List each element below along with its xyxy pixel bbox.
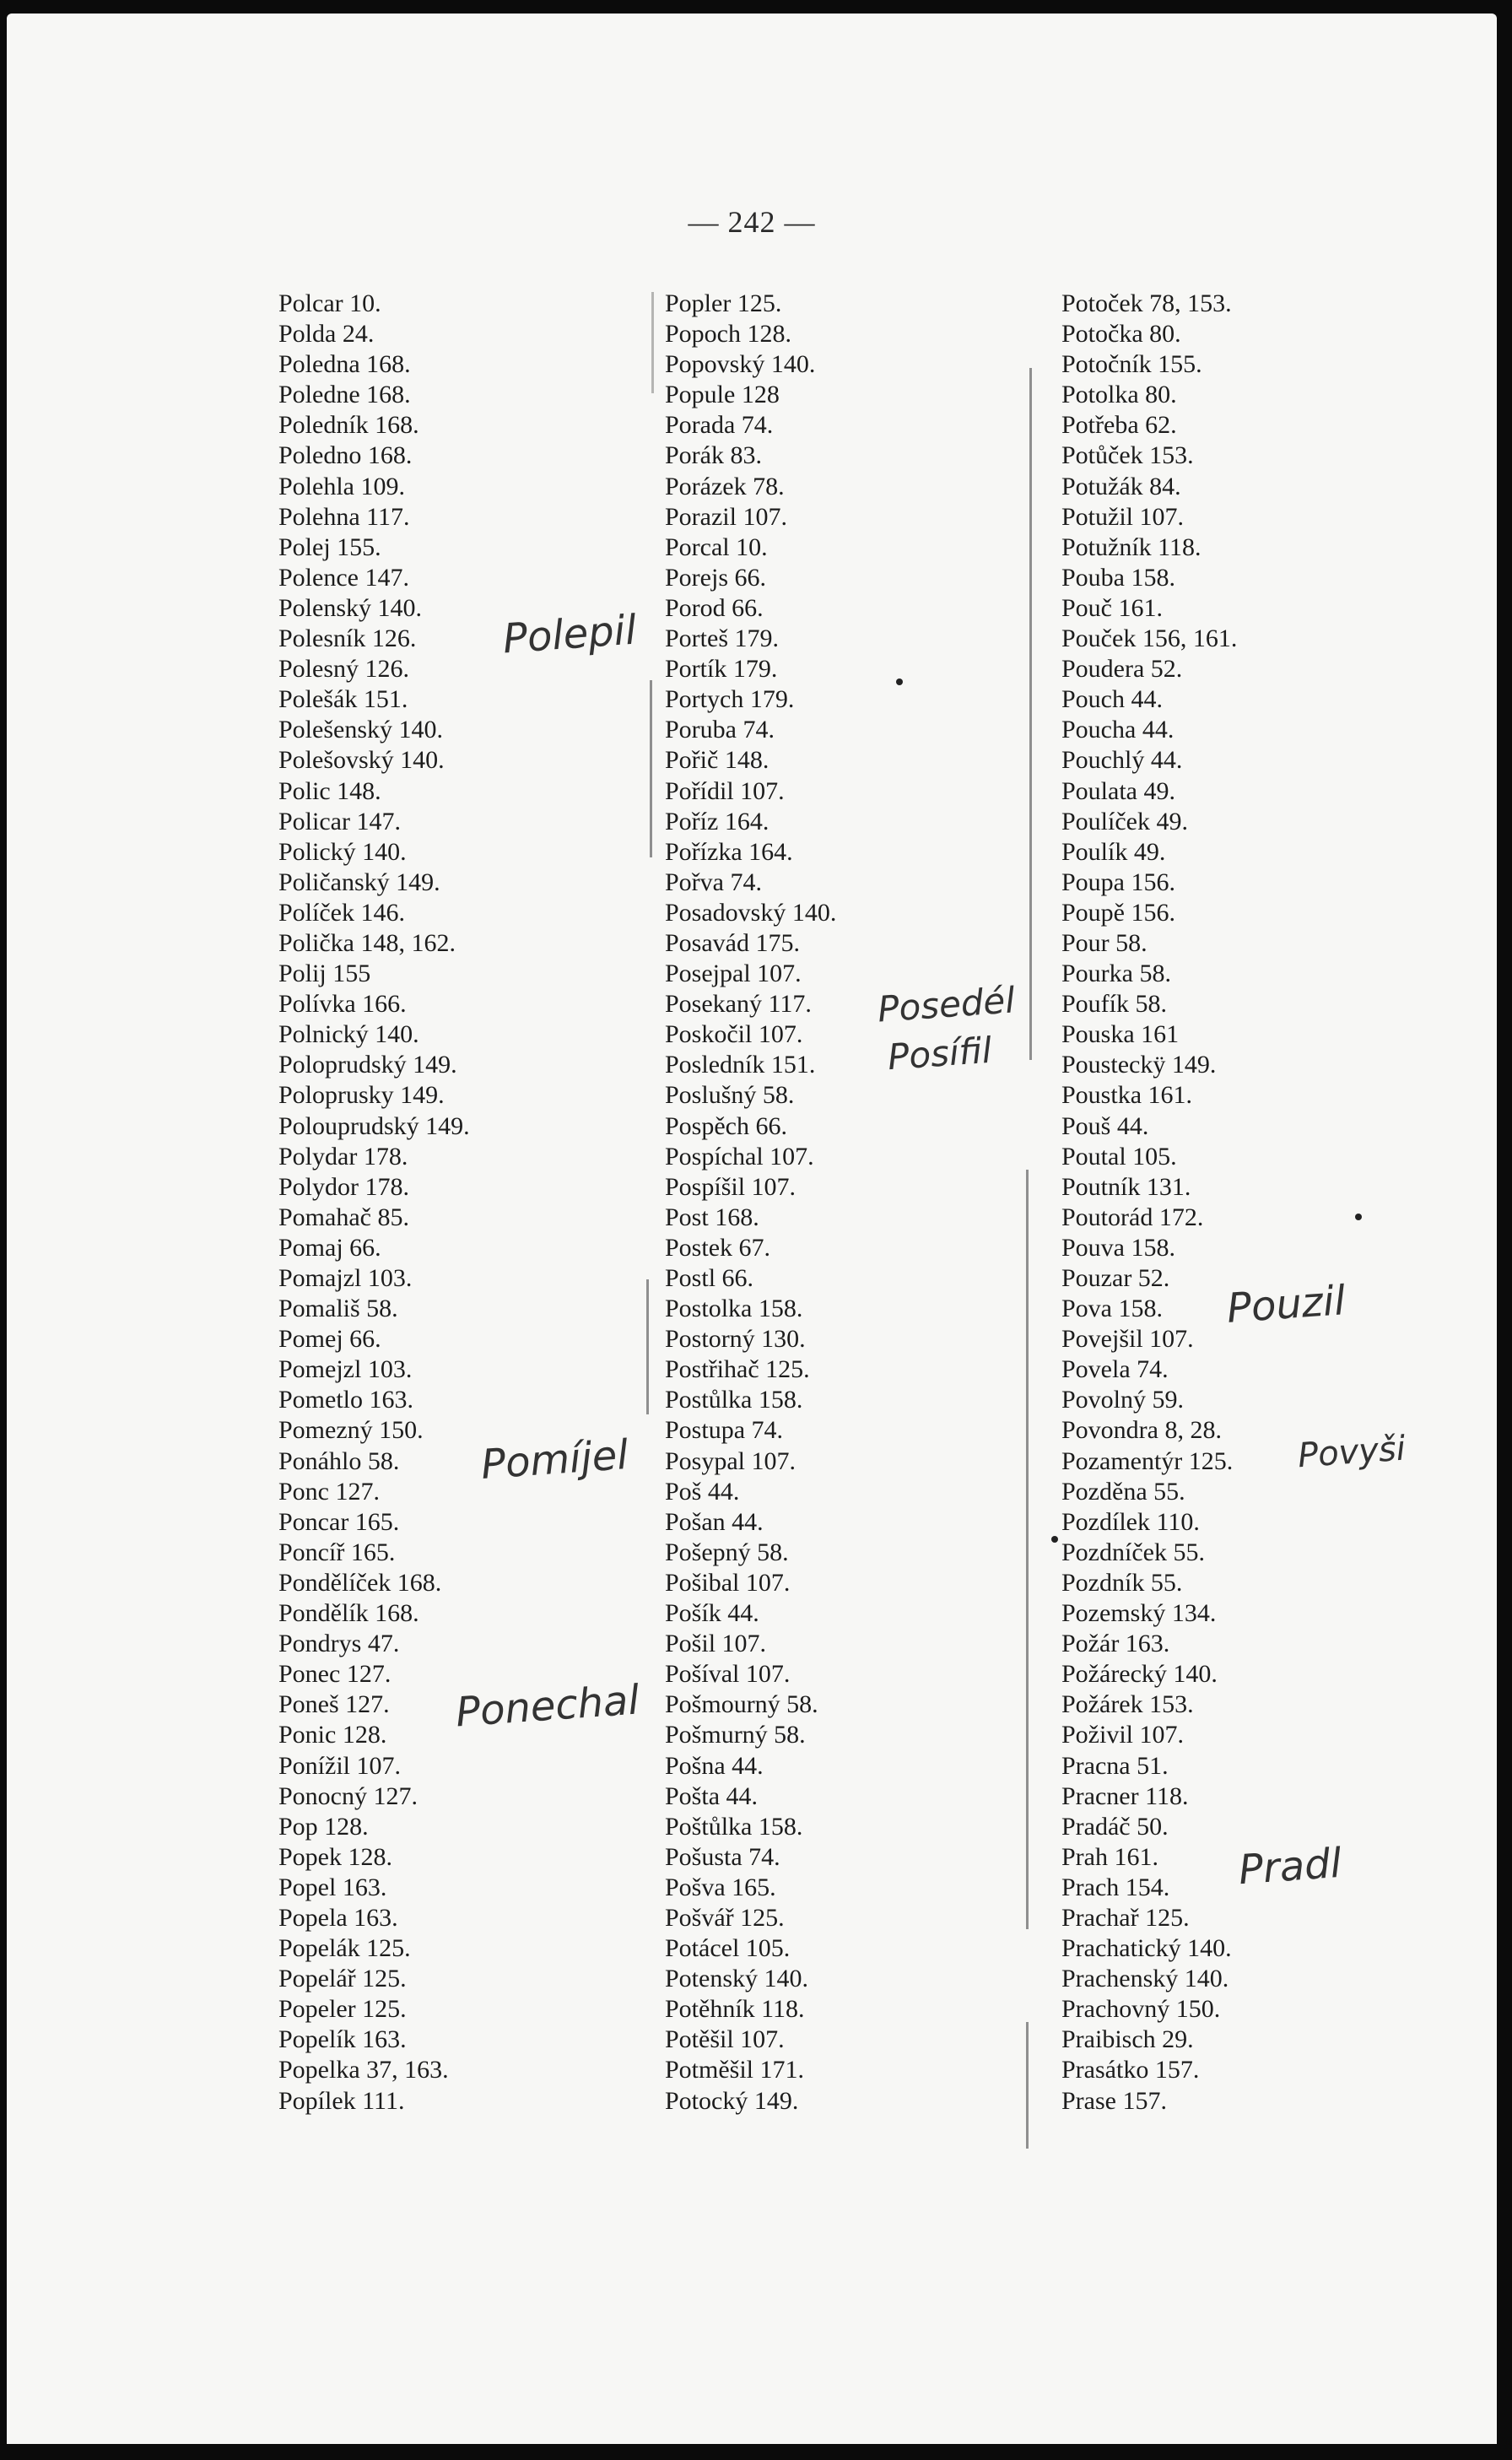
name-entry: Potřeba 62. [1061, 411, 1177, 440]
name-entry: Poupě 156. [1061, 898, 1175, 927]
name-entry: Polydor 178. [278, 1172, 410, 1201]
name-entry: Poulík 49. [1061, 837, 1166, 866]
name-entry: Popelák 125. [278, 1934, 411, 1963]
name-entry: Pošepný 58. [665, 1538, 789, 1566]
name-entry: Polesník 126. [278, 624, 417, 653]
column-separator [650, 680, 652, 857]
name-entry: Potužil 107. [1061, 502, 1185, 531]
name-entry: Polešák 151. [278, 685, 408, 714]
name-entry: Postřihač 125. [665, 1355, 810, 1384]
name-entry: Portík 179. [665, 655, 778, 684]
name-entry: Pošvář 125. [665, 1903, 785, 1932]
name-entry: Polcar 10. [278, 289, 381, 317]
name-entry: Posadovský 140. [665, 898, 837, 927]
name-entry: Pourka 58. [1061, 960, 1171, 988]
name-entry: Poucha 44. [1061, 716, 1174, 744]
name-entry: Poruba 74. [665, 716, 775, 744]
name-entry: Pop 128. [278, 1812, 369, 1841]
handwritten-note: Povyši [1296, 1429, 1407, 1476]
name-entry: Polehla 109. [278, 472, 405, 500]
column-separator [1029, 368, 1032, 1060]
name-entry: Poslušný 58. [665, 1081, 795, 1110]
name-entry: Poutník 131. [1061, 1172, 1191, 1201]
name-entry: Pošusta 74. [665, 1842, 780, 1871]
name-entry: Popelka 37, 163. [278, 2056, 449, 2084]
name-entry: Poncíř 165. [278, 1538, 396, 1566]
name-entry: Ponc 127. [278, 1477, 380, 1506]
name-entry: Poledna 168. [278, 350, 411, 379]
ink-dot [896, 679, 903, 685]
name-entry: Poštůlka 158. [665, 1812, 803, 1841]
handwritten-note: Pomíjel [479, 1430, 630, 1490]
name-entry: Praibisch 29. [1061, 2025, 1194, 2054]
name-entry: Pomejzl 103. [278, 1355, 413, 1384]
ink-dot [1051, 1536, 1058, 1543]
name-entry: Povolný 59. [1061, 1386, 1185, 1414]
name-entry: Potočník 155. [1061, 350, 1202, 379]
name-entry: Prachař 125. [1061, 1903, 1190, 1932]
document-page [7, 14, 1497, 2444]
name-entry: Poncar 165. [278, 1507, 400, 1536]
name-entry: Polnický 140. [278, 1020, 419, 1049]
name-entry: Pozamentýr 125. [1061, 1446, 1234, 1475]
name-entry: Pošna 44. [665, 1751, 764, 1780]
name-entry: Polydar 178. [278, 1142, 408, 1171]
name-column-2 [665, 289, 836, 2117]
name-entry: Pouska 161 [1061, 1020, 1180, 1049]
name-entry: Pozdníček 55. [1061, 1538, 1205, 1566]
name-entry: Pouchlý 44. [1061, 746, 1183, 775]
name-entry: Pomajzl 103. [278, 1264, 413, 1292]
name-entry: Popílek 111. [278, 2086, 405, 2115]
name-entry: Pořič 148. [665, 746, 770, 775]
name-entry: Poufík 58. [1061, 990, 1168, 1019]
name-entry: Porázek 78. [665, 472, 785, 500]
name-entry: Pomaj 66. [278, 1233, 381, 1262]
name-entry: Potěšil 107. [665, 2025, 785, 2054]
column-separator [651, 292, 654, 393]
name-entry: Posledník 151. [665, 1051, 816, 1079]
name-entry: Poledník 168. [278, 411, 419, 440]
name-entry: Potužník 118. [1061, 533, 1202, 561]
name-entry: Policar 147. [278, 807, 401, 835]
name-entry: Post 168. [665, 1203, 759, 1231]
name-entry: Pozemský 134. [1061, 1599, 1217, 1628]
name-entry: Pošmurný 58. [665, 1721, 806, 1749]
name-entry: Potužák 84. [1061, 472, 1181, 500]
name-entry: Pošta 44. [665, 1781, 759, 1810]
name-entry: Pousteckÿ 149. [1061, 1051, 1217, 1079]
name-entry: Polence 147. [278, 563, 409, 592]
name-entry: Postl 66. [665, 1264, 754, 1292]
name-entry: Potočka 80. [1061, 320, 1181, 349]
name-entry: Poupa 156. [1061, 868, 1175, 896]
name-entry: Pracna 51. [1061, 1751, 1169, 1780]
name-entry: Pořva 74. [665, 868, 762, 896]
name-entry: Ponocný 127. [278, 1781, 418, 1810]
name-entry: Prasátko 157. [1061, 2056, 1200, 2084]
name-entry: Prachatický 140. [1061, 1934, 1232, 1963]
name-entry: Porazil 107. [665, 502, 787, 531]
column-separator [1026, 2022, 1029, 2149]
name-entry: Poskočil 107. [665, 1020, 803, 1049]
name-entry: Porák 83. [665, 441, 762, 470]
name-entry: Pouva 158. [1061, 1233, 1175, 1262]
name-entry: Popovský 140. [665, 350, 816, 379]
name-entry: Potěhník 118. [665, 1995, 805, 2024]
name-entry: Poledne 168. [278, 381, 411, 409]
name-entry: Pozdílek 110. [1061, 1507, 1200, 1536]
name-entry: Prachovný 150. [1061, 1995, 1221, 2024]
name-entry: Popeler 125. [278, 1995, 407, 2024]
handwritten-note: Polepil [501, 606, 639, 663]
name-entry: Postupa 74. [665, 1416, 784, 1445]
name-entry: Prachenský 140. [1061, 1965, 1229, 1993]
name-entry: Pozdník 55. [1061, 1568, 1183, 1597]
name-entry: Porcal 10. [665, 533, 768, 561]
name-entry: Pouzar 52. [1061, 1264, 1170, 1292]
name-entry: Požárecký 140. [1061, 1660, 1218, 1689]
name-entry: Ponic 128. [278, 1721, 387, 1749]
name-entry: Porod 66. [665, 593, 764, 622]
name-entry: Polívka 166. [278, 990, 407, 1019]
name-entry: Poulíček 49. [1061, 807, 1188, 835]
name-entry: Polouprudský 149. [278, 1111, 470, 1140]
name-entry: Polešenský 140. [278, 716, 443, 744]
name-entry: Pometlo 163. [278, 1386, 414, 1414]
name-entry: Potolka 80. [1061, 381, 1177, 409]
name-entry: Pouch 44. [1061, 685, 1163, 714]
name-entry: Polehna 117. [278, 502, 410, 531]
name-entry: Postek 67. [665, 1233, 771, 1262]
name-entry: Potůček 153. [1061, 441, 1194, 470]
handwritten-note: Ponechal [454, 1676, 641, 1737]
name-entry: Pošil 107. [665, 1630, 767, 1658]
name-entry: Polej 155. [278, 533, 381, 561]
name-entry: Popela 163. [278, 1903, 398, 1932]
name-entry: Porada 74. [665, 411, 774, 440]
name-entry: Pošva 165. [665, 1873, 776, 1901]
name-entry: Pova 158. [1061, 1295, 1163, 1323]
name-entry: Pošan 44. [665, 1507, 764, 1536]
name-entry: Popel 163. [278, 1873, 387, 1901]
handwritten-note: Pradl [1237, 1839, 1343, 1895]
name-entry: Ponížil 107. [278, 1751, 402, 1780]
name-entry: Pořídil 107. [665, 776, 785, 805]
name-entry: Popler 125. [665, 289, 782, 317]
name-entry: Pospíchal 107. [665, 1142, 814, 1171]
handwritten-note: Posedél [876, 979, 1017, 1030]
column-separator [1026, 1170, 1029, 1929]
name-entry: Ponáhlo 58. [278, 1446, 400, 1475]
name-entry: Pošmourný 58. [665, 1690, 818, 1719]
name-entry: Posavád 175. [665, 928, 800, 957]
name-entry: Potoček 78, 153. [1061, 289, 1232, 317]
name-entry: Pondrys 47. [278, 1630, 400, 1658]
name-entry: Povondra 8, 28. [1061, 1416, 1222, 1445]
name-entry: Poudera 52. [1061, 655, 1183, 684]
name-entry: Polický 140. [278, 837, 407, 866]
column-separator [646, 1279, 649, 1414]
name-entry: Pomezný 150. [278, 1416, 424, 1445]
name-entry: Požárek 153. [1061, 1690, 1194, 1719]
name-entry: Potměšil 171. [665, 2056, 805, 2084]
name-entry: Posypal 107. [665, 1446, 796, 1475]
name-entry: Popule 128 [665, 381, 780, 409]
name-entry: Poloprusky 149. [278, 1081, 445, 1110]
name-entry: Posejpal 107. [665, 960, 802, 988]
name-column-1 [278, 289, 470, 2117]
name-entry: Polic 148. [278, 776, 381, 805]
name-entry: Poledno 168. [278, 441, 413, 470]
name-entry: Povela 74. [1061, 1355, 1169, 1384]
name-entry: Prach 154. [1061, 1873, 1170, 1901]
name-entry: Pondělíček 168. [278, 1568, 442, 1597]
name-entry: Postůlka 158. [665, 1386, 803, 1414]
name-column-3 [1061, 289, 1237, 2117]
name-entry: Pořízka 164. [665, 837, 793, 866]
name-entry: Pour 58. [1061, 928, 1148, 957]
name-entry: Poš 44. [665, 1477, 740, 1506]
name-entry: Prah 161. [1061, 1842, 1158, 1871]
name-entry: Polenský 140. [278, 593, 423, 622]
name-entry: Posekaný 117. [665, 990, 812, 1019]
name-entry: Potocký 149. [665, 2086, 799, 2115]
name-entry: Pouš 44. [1061, 1111, 1149, 1140]
name-entry: Portych 179. [665, 685, 795, 714]
name-entry: Popoch 128. [665, 320, 791, 349]
name-entry: Pradáč 50. [1061, 1812, 1169, 1841]
name-entry: Polešovský 140. [278, 746, 445, 775]
name-entry: Polička 148, 162. [278, 928, 456, 957]
name-entry: Porejs 66. [665, 563, 766, 592]
name-entry: Poustka 161. [1061, 1081, 1193, 1110]
name-entry: Povejšil 107. [1061, 1325, 1194, 1354]
name-entry: Pomališ 58. [278, 1295, 398, 1323]
name-entry: Polesný 126. [278, 655, 410, 684]
name-entry: Pomahač 85. [278, 1203, 409, 1231]
name-entry: Poloprudský 149. [278, 1051, 457, 1079]
name-entry: Poutorád 172. [1061, 1203, 1204, 1231]
name-entry: Poneš 127. [278, 1690, 390, 1719]
name-entry: Postorný 130. [665, 1325, 806, 1354]
handwritten-note: Pouzil [1225, 1277, 1347, 1333]
ink-dot [1355, 1214, 1362, 1220]
name-entry: Polda 24. [278, 320, 375, 349]
name-entry: Pouč 161. [1061, 593, 1163, 622]
name-entry: Pouba 158. [1061, 563, 1175, 592]
name-entry: Porteš 179. [665, 624, 779, 653]
name-entry: Poličanský 149. [278, 868, 440, 896]
name-entry: Pošík 44. [665, 1599, 759, 1628]
name-entry: Pondělík 168. [278, 1599, 419, 1628]
name-entry: Popelík 163. [278, 2025, 407, 2054]
name-entry: Popek 128. [278, 1842, 392, 1871]
name-entry: Poutal 105. [1061, 1142, 1177, 1171]
name-entry: Prase 157. [1061, 2086, 1167, 2115]
name-entry: Pospíšil 107. [665, 1172, 796, 1201]
name-entry: Poživil 107. [1061, 1721, 1185, 1749]
name-entry: Požár 163. [1061, 1630, 1170, 1658]
name-entry: Pomej 66. [278, 1325, 381, 1354]
name-entry: Pošíval 107. [665, 1660, 791, 1689]
name-entry: Pouček 156, 161. [1061, 624, 1238, 653]
name-entry: Poulata 49. [1061, 776, 1175, 805]
name-entry: Ponec 127. [278, 1660, 392, 1689]
name-entry: Potenský 140. [665, 1965, 809, 1993]
name-entry: Pozděna 55. [1061, 1477, 1185, 1506]
name-entry: Postolka 158. [665, 1295, 803, 1323]
name-entry: Pracner 118. [1061, 1781, 1189, 1810]
name-entry: Pošibal 107. [665, 1568, 791, 1597]
name-entry: Poříz 164. [665, 807, 770, 835]
name-entry: Popelář 125. [278, 1965, 407, 1993]
page-number: — 242 — [688, 205, 816, 239]
name-entry: Pospěch 66. [665, 1111, 787, 1140]
name-entry: Potácel 105. [665, 1934, 791, 1963]
handwritten-note: Posífil [886, 1029, 993, 1079]
name-entry: Políček 146. [278, 898, 405, 927]
name-entry: Polij 155 [278, 960, 371, 988]
